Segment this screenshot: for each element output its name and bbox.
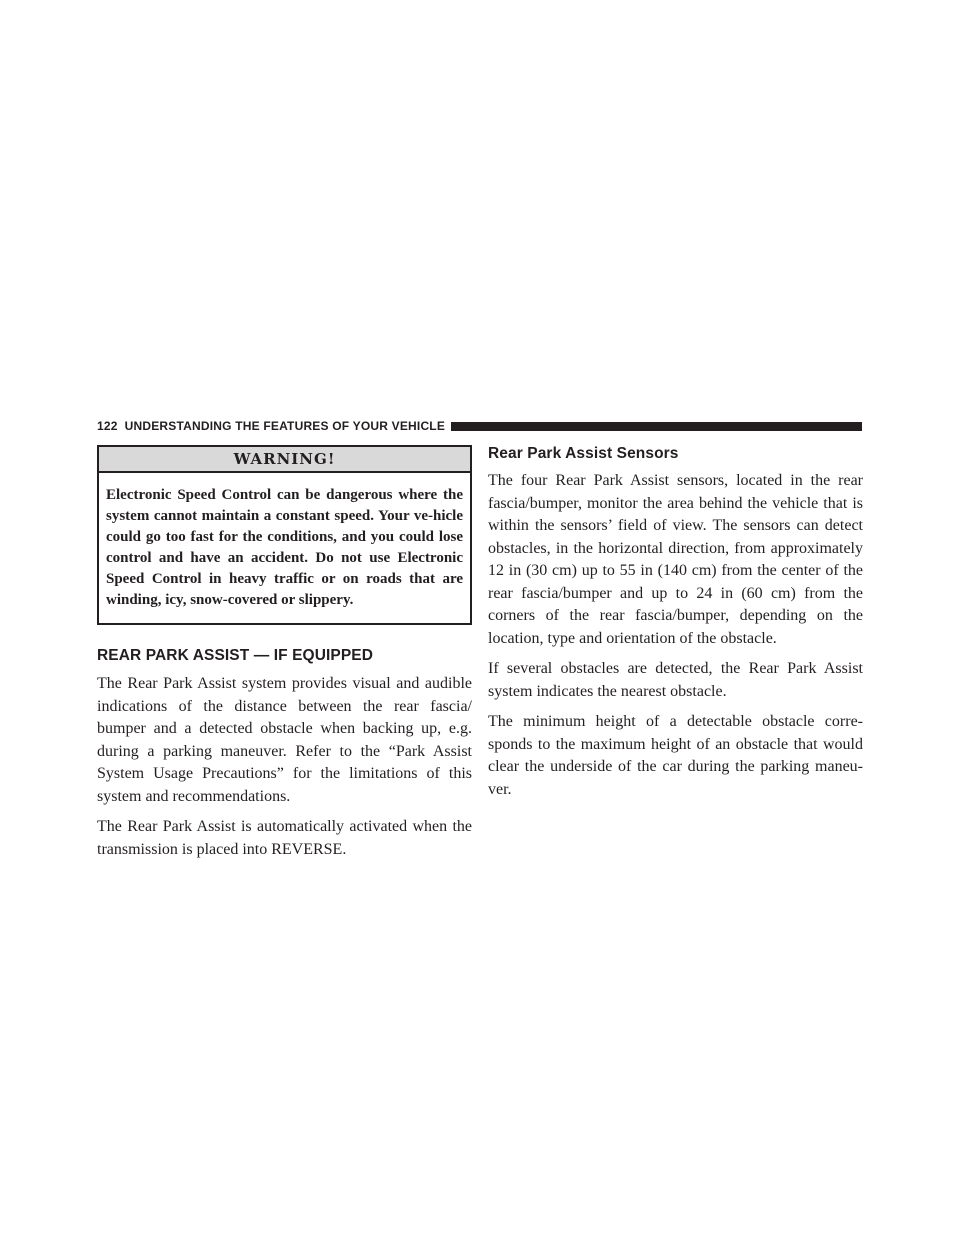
page-header [97, 418, 862, 434]
paragraph: The four Rear Park Assist sensors, located in the rear fascia/bumper, monitor the area behind the vehicle that is within the sensors’ field of view. The sensors can detect obstacles, in the horizontal direction, from approximately 12 in (30 cm) up to 55 in (140 cm) from the center of the rear fascia/bumper and up to 24 in (60 cm) from the corners of the rear fascia/bumper, depending on the location, type and orientation of the obstacle. [488, 472, 863, 647]
warning-body: Electronic Speed Control can be dangerous where the system cannot maintain a constant speed. Your ve-hicle could go too fast for the conditions, and you could lose control and have an accident. Do not use Electronic Speed Control in heavy traffic or on roads that are winding, icy, snow-covered or slippery. [106, 487, 463, 608]
page-number: 122 [97, 419, 118, 433]
header-rule [451, 422, 862, 431]
right-column [488, 445, 863, 809]
warning-title: WARNING! [99, 447, 470, 473]
paragraph: The minimum height of a detectable obstacle corre-sponds to the maximum height of an obstacle that would clear the underside of the car during the parking maneu-ver. [488, 713, 863, 798]
subsection-heading-sensors: Rear Park Assist Sensors [488, 445, 679, 462]
warning-box [97, 445, 472, 625]
running-section-title: UNDERSTANDING THE FEATURES OF YOUR VEHICLE [124, 419, 446, 433]
paragraph: The Rear Park Assist system provides visual and audible indications of the distance between the rear fascia/ bumper and a detected obstacle when backing up, e.g. during a parking maneuver. Refer to the “Park Assist System Usage Precautions” for the limitations of this system and recommendations. [97, 675, 472, 805]
section-heading-rear-park-assist: REAR PARK ASSIST — IF EQUIPPED [97, 647, 374, 664]
paragraph: If several obstacles are detected, the Rear Park Assist system indicates the nearest obstacle. [488, 660, 863, 700]
paragraph: The Rear Park Assist is automatically activated when the transmission is placed into REVERSE. [97, 818, 472, 858]
left-column [97, 445, 472, 869]
